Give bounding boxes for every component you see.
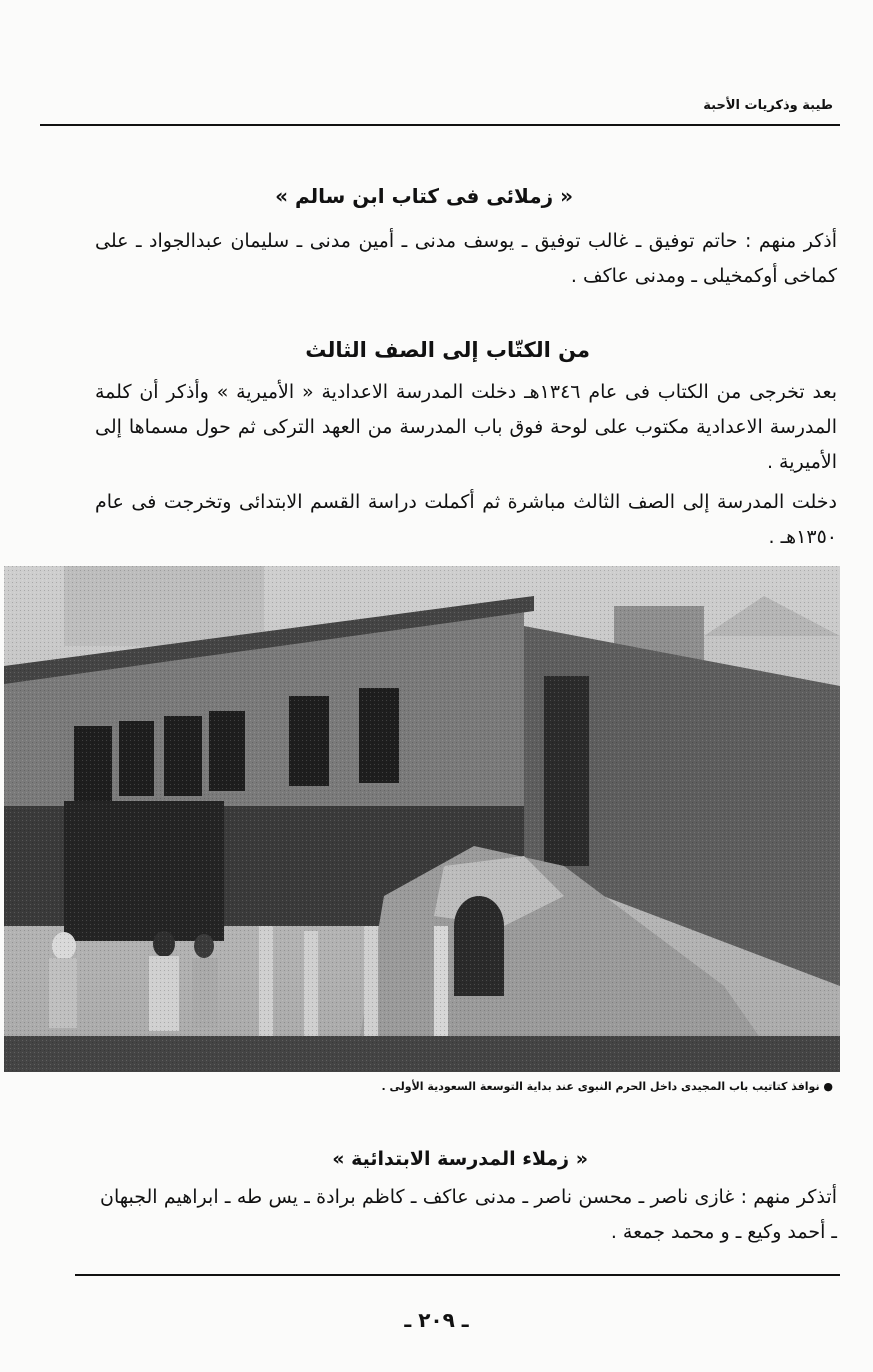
paragraph-kuttab-colleagues: أذكر منهم : حاتم توفيق ـ غالب توفيق ـ يوسف مدنى ـ أمين مدنى ـ سليمان عبدالجواد ـ على كماخى أوكمخيلى ـ ومدنى عاكف . xyxy=(95,230,837,287)
photo-caption: ● نوافذ كتاتيب باب المجيدى داخل الحرم النبوى عند بداية التوسعة السعودية الأولى . xyxy=(381,1080,833,1093)
paragraph-third-grade: دخلت المدرسة إلى الصف الثالث مباشرة ثم أكملت دراسة القسم الابتدائى وتخرجت فى عام ١٣٥٠هـ . xyxy=(95,491,837,548)
section-heading-primary-school-colleagues: « زملاء المدرسة الابتدائية » xyxy=(332,1148,588,1170)
historical-photo xyxy=(4,566,840,1072)
header-rule xyxy=(40,124,840,126)
section-heading-kuttab-colleagues: « زملائى فى كتاب ابن سالم » xyxy=(275,184,573,208)
paragraph-primary-school-colleagues: أتذكر منهم : غازى ناصر ـ محسن ناصر ـ مدنى عاكف ـ كاظم برادة ـ يس طه ـ ابراهيم الجبهان ـ أحمد وكيع ـ و محمد جمعة . xyxy=(100,1186,837,1243)
page-number: ـ ٢٠٩ ـ xyxy=(404,1308,469,1332)
running-head: طيبة وذكريات الأحبة xyxy=(703,98,833,113)
paragraph-preparatory-school: بعد تخرجى من الكتاب فى عام ١٣٤٦هـ دخلت المدرسة الاعدادية « الأميرية » وأذكر أن كلمة المدرسة الاعدادية مكتوب على لوحة فوق باب المدرسة من العهد التركى ثم حول مسماها إلى الأميرية . xyxy=(95,381,837,473)
section-heading-third-grade: من الكتّاب إلى الصف الثالث xyxy=(305,338,590,362)
footer-rule xyxy=(75,1274,840,1276)
